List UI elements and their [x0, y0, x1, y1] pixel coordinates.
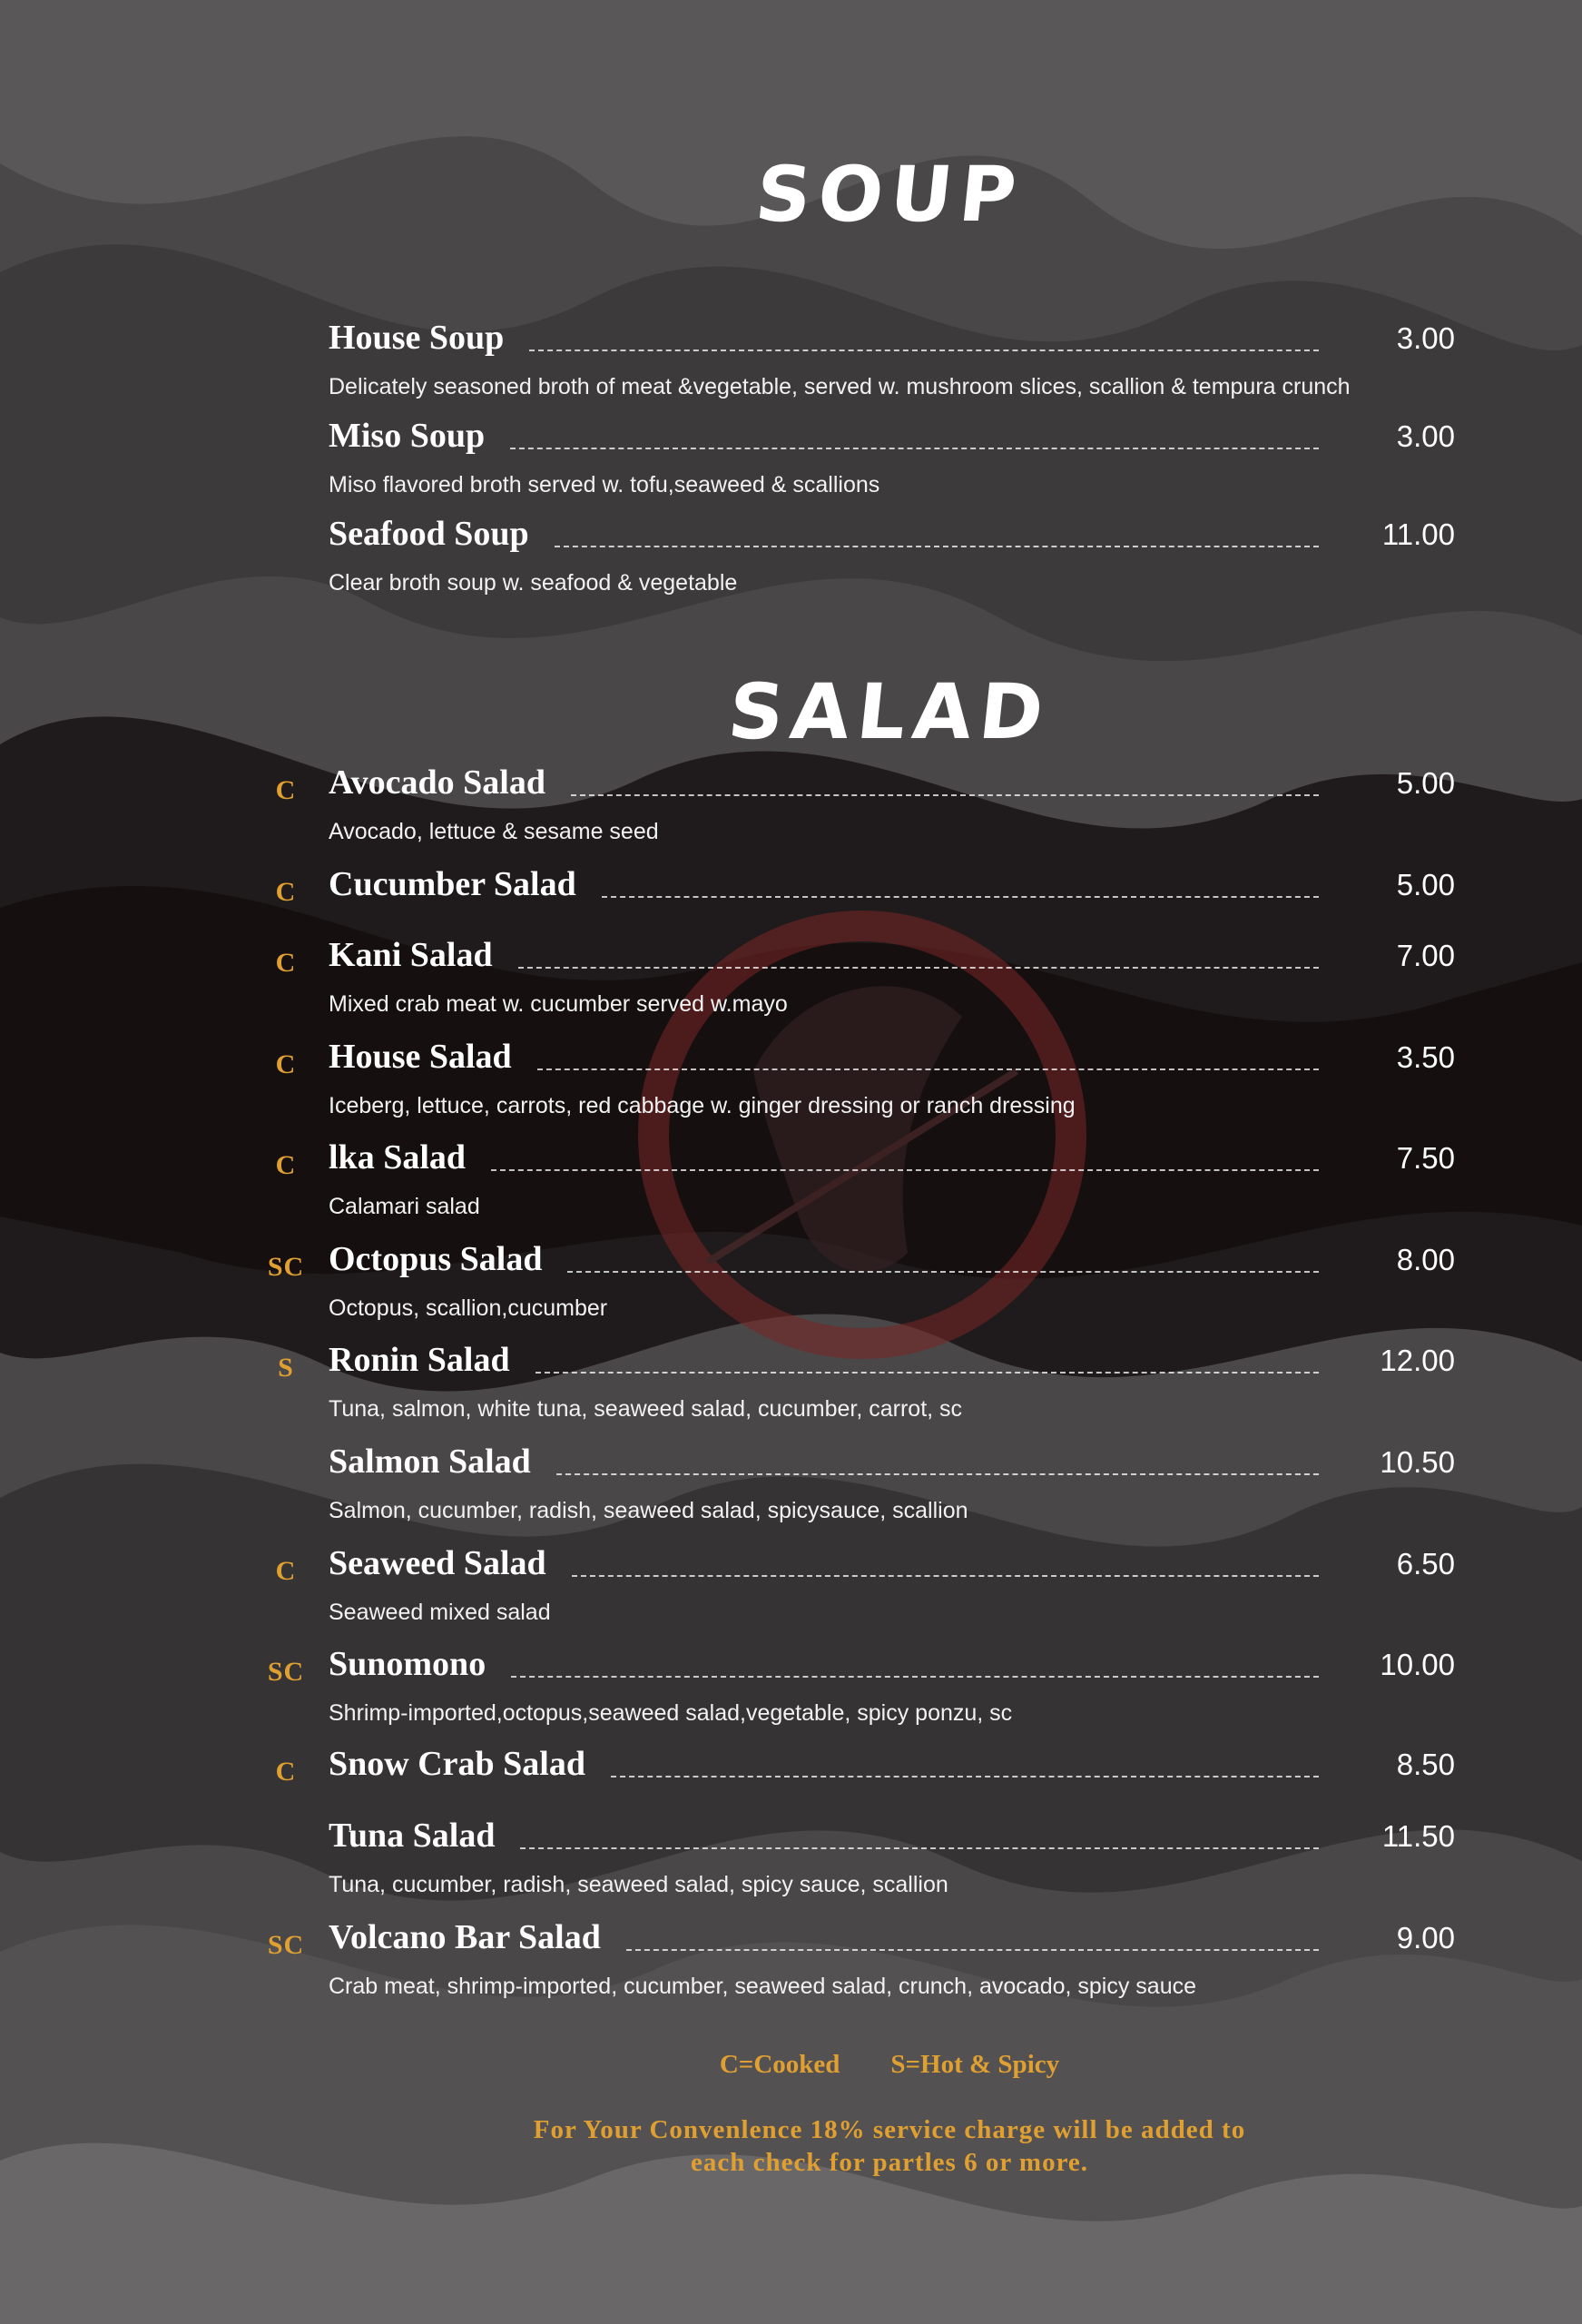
item-price: 11.00 [1381, 517, 1455, 551]
item-description: Tuna, salmon, white tuna, seaweed salad, cucumber, carrot, sc [329, 1396, 963, 1422]
menu-item [0, 1340, 1582, 1440]
item-price: 10.00 [1380, 1648, 1455, 1681]
item-description: Mixed crab meat w. cucumber served w.mayo [329, 991, 788, 1017]
menu-item [0, 1239, 1582, 1339]
legend-cooked: C=Cooked [719, 2050, 840, 2079]
item-description: Crab meat, shrimp-imported, cucumber, seaweed salad, crunch, avocado, spicy sauce [329, 1974, 1197, 1999]
dot-leader [555, 546, 1319, 547]
item-price: 7.50 [1396, 1141, 1455, 1175]
item-description: Seaweed mixed salad [329, 1600, 551, 1625]
item-price: 8.00 [1396, 1243, 1455, 1276]
item-tag: C [275, 775, 297, 805]
item-tag: C [275, 877, 297, 907]
dot-leader [510, 448, 1319, 449]
dot-leader [536, 1372, 1319, 1374]
item-description: Clear broth soup w. seafood & vegetable [329, 570, 738, 596]
dot-leader [529, 350, 1319, 351]
item-tag: SC [267, 1252, 305, 1282]
item-tag: SC [267, 1930, 305, 1960]
legend-spicy: S=Hot & Spicy [890, 2050, 1060, 2079]
item-tag: SC [267, 1657, 305, 1687]
service-charge-note [0, 2113, 1582, 2179]
item-name: House Salad [329, 1038, 512, 1076]
soup-heading: SOUP [752, 150, 1027, 239]
item-price: 3.50 [1396, 1040, 1455, 1074]
item-price: 3.00 [1396, 419, 1455, 453]
menu-item [0, 1644, 1582, 1744]
item-description: Delicately seasoned broth of meat &vegetable, served w. mushroom slices, scallion & tempura crunch [329, 374, 1351, 399]
item-name: Seaweed Salad [329, 1544, 546, 1582]
item-name: lka Salad [329, 1138, 467, 1177]
item-name: Kani Salad [329, 936, 493, 974]
menu-item [0, 1816, 1582, 1915]
dot-leader [511, 1676, 1319, 1678]
item-description: Iceberg, lettuce, carrots, red cabbage w. ginger dressing or ranch dressing [329, 1093, 1076, 1118]
menu-item [0, 1137, 1582, 1237]
item-price: 6.50 [1396, 1547, 1455, 1581]
item-description: Shrimp-imported,octopus,seaweed salad,vegetable, spicy ponzu, sc [329, 1700, 1013, 1726]
item-price: 12.00 [1380, 1344, 1455, 1377]
menu-item [0, 416, 1582, 516]
item-price: 5.00 [1396, 766, 1455, 800]
dot-leader [491, 1169, 1319, 1171]
note-line-1: For Your Convenlence 18% service charge will be added to [533, 2115, 1246, 2144]
dot-leader [571, 794, 1319, 796]
dot-leader [567, 1271, 1319, 1273]
item-name: Octopus Salad [329, 1240, 543, 1278]
item-price: 11.50 [1381, 1819, 1455, 1853]
menu-item [0, 935, 1582, 1035]
item-tag: C [275, 1757, 297, 1787]
item-description: Octopus, scallion,cucumber [329, 1295, 608, 1321]
item-price: 3.00 [1396, 321, 1455, 355]
item-name: Snow Crab Salad [329, 1745, 585, 1783]
item-name: Sunomono [329, 1645, 486, 1683]
item-name: Miso Soup [329, 417, 486, 455]
item-description: Calamari salad [329, 1194, 480, 1219]
item-tag: C [275, 1556, 297, 1586]
item-price: 9.00 [1396, 1921, 1455, 1955]
dot-leader [602, 896, 1319, 898]
item-name: Seafood Soup [329, 515, 529, 553]
item-tag: S [278, 1353, 294, 1383]
item-name: House Soup [329, 319, 505, 357]
dot-leader [556, 1473, 1319, 1475]
item-price: 7.00 [1396, 939, 1455, 972]
item-name: Avocado Salad [329, 763, 545, 802]
menu-item [0, 318, 1582, 418]
item-description: Avocado, lettuce & sesame seed [329, 819, 659, 844]
salad-heading: SALAD [723, 667, 1056, 756]
item-name: Salmon Salad [329, 1443, 531, 1481]
item-name: Ronin Salad [329, 1341, 510, 1379]
item-name: Tuna Salad [329, 1817, 496, 1855]
menu-item [0, 1442, 1582, 1541]
item-description: Tuna, cucumber, radish, seaweed salad, spicy sauce, scallion [329, 1872, 948, 1897]
item-description: Salmon, cucumber, radish, seaweed salad, spicysauce, scallion [329, 1498, 968, 1523]
dot-leader [626, 1949, 1319, 1951]
menu-item [0, 1917, 1582, 2017]
menu-item [0, 763, 1582, 862]
item-price: 10.50 [1380, 1445, 1455, 1479]
dot-leader [520, 1847, 1319, 1849]
item-description: Miso flavored broth served w. tofu,seaweed & scallions [329, 472, 880, 497]
dot-leader [537, 1068, 1319, 1070]
dot-leader [518, 967, 1319, 969]
menu-item [0, 514, 1582, 614]
item-price: 8.50 [1396, 1748, 1455, 1781]
dot-leader [611, 1776, 1319, 1777]
item-price: 5.00 [1396, 868, 1455, 901]
legend [0, 2050, 1582, 2080]
item-tag: C [275, 948, 297, 978]
item-tag: C [275, 1049, 297, 1079]
item-name: Cucumber Salad [329, 865, 576, 903]
dot-leader [572, 1575, 1319, 1577]
item-tag: C [275, 1150, 297, 1180]
menu-item [0, 1037, 1582, 1137]
item-name: Volcano Bar Salad [329, 1918, 601, 1956]
note-line-2: each check for partles 6 or more. [690, 2148, 1089, 2177]
menu-item [0, 1543, 1582, 1643]
